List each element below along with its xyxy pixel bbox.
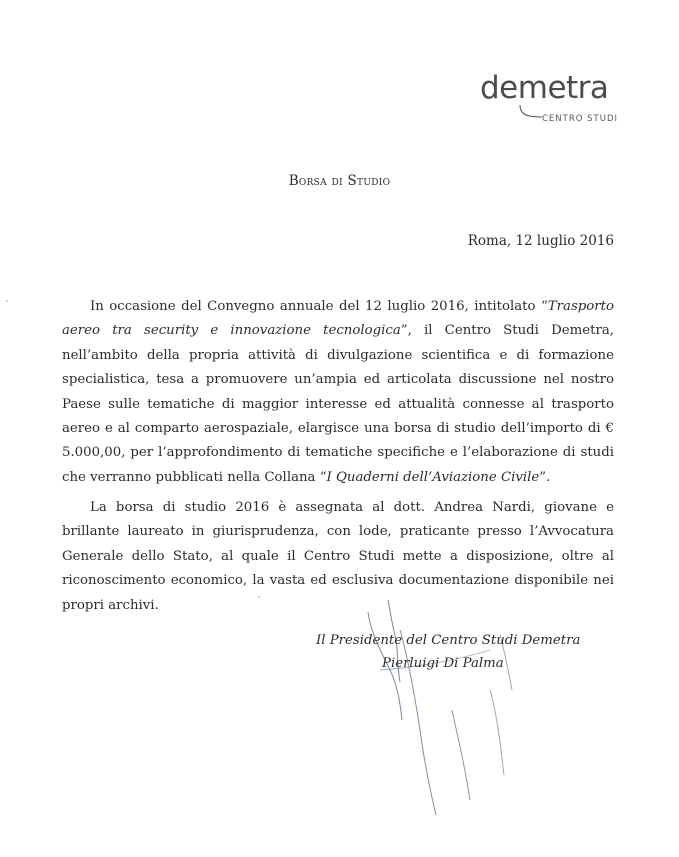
document-date: Roma, 12 luglio 2016 xyxy=(467,233,614,249)
paragraph-2: La borsa di studio 2016 è assegnata al dott. Andrea Nardi, giovane e brillante laureato in giurisprudenza, con lode, praticante presso l’Avvocatura Generale dello Stato, al quale il Centro Studi mette a disposizione, oltre al riconoscimento economico, la vasta ed esclusiva documentazione disponibile nei propri archivi. xyxy=(62,500,614,613)
signatory-title: Il Presidente del Centro Studi Demetra xyxy=(316,633,581,648)
demetra-logo xyxy=(480,70,620,130)
logo-subtitle: CENTRO STUDI xyxy=(542,114,619,124)
event-title: Trasporto aereo tra security e innovazione tecnologica xyxy=(62,299,614,339)
paragraph-1: In occasione del Convegno annuale del 12 luglio 2016, intitolato “Trasporto aereo tra security e innovazione tecnologica”, il Centro Studi Demetra, nell’ambito della propria attività di divulgazione scientifica e di formazione specialistica, tesa a promuovere un’ampia ed articolata discussione nel nostro Paese sulle tematiche di maggior interesse ed attualità connesse al trasporto aereo e al comparto aerospaziale, elargisce una borsa di studio dell’importo di € 5.000,00, per l’approfondimento di tematiche specifiche e l’elaborazione di studi che verranno pubblicati nella Collana “I Quaderni dell’Aviazione Civile”. xyxy=(62,299,614,485)
paper-speck xyxy=(6,300,8,302)
document-title: Borsa di Studio xyxy=(288,173,391,189)
logo-wordmark: demetra xyxy=(480,70,609,106)
signatory-name: Pierluigi Di Palma xyxy=(382,656,504,671)
logo-hook-icon xyxy=(518,104,544,122)
paper-speck xyxy=(258,596,260,598)
collana-title: I Quaderni dell’Aviazione Civile xyxy=(326,469,540,485)
handwritten-signature xyxy=(340,590,550,820)
